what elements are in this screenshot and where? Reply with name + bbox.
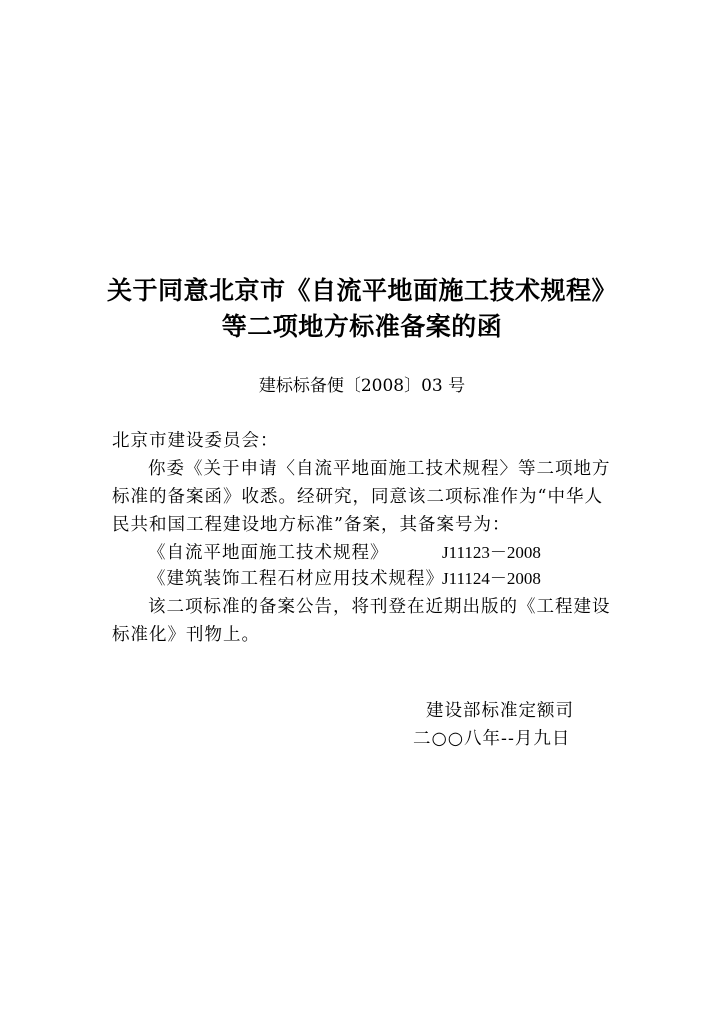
standard-1-name: 《自流平地面施工技术规程》 <box>148 543 389 563</box>
title-line-2: 等二项地方标准备案的函 <box>221 312 503 341</box>
body-para1-line2: 标准的备案函》收悉。经研究，同意该二项标准作为“中华人 <box>112 487 603 507</box>
signature-department: 建设部标准定额司 <box>426 701 574 721</box>
body-para1-line1: 你委《关于申请〈自流平地面施工技术规程〉等二项地方 <box>148 459 611 479</box>
standard-2-code: J11124－2008 <box>442 569 541 588</box>
title-line-1: 关于同意北京市《自流平地面施工技术规程》 <box>106 276 617 305</box>
standard-1-code: J11123－2008 <box>442 543 541 562</box>
recipient: 北京市建设委员会： <box>112 431 279 451</box>
signature-date: 二○○八年--月九日 <box>413 729 571 749</box>
body-para1-line3: 民共和国工程建设地方标准”备案，其备案号为： <box>112 515 511 535</box>
closing-line2: 标准化》刊物上。 <box>112 625 260 645</box>
document-number: 建标标备便〔2008〕03 号 <box>258 376 466 396</box>
closing-line1: 该二项标准的备案公告，将刊登在近期出版的《工程建设 <box>148 597 611 617</box>
standard-2-name: 《建筑装饰工程石材应用技术规程》 <box>148 569 444 589</box>
